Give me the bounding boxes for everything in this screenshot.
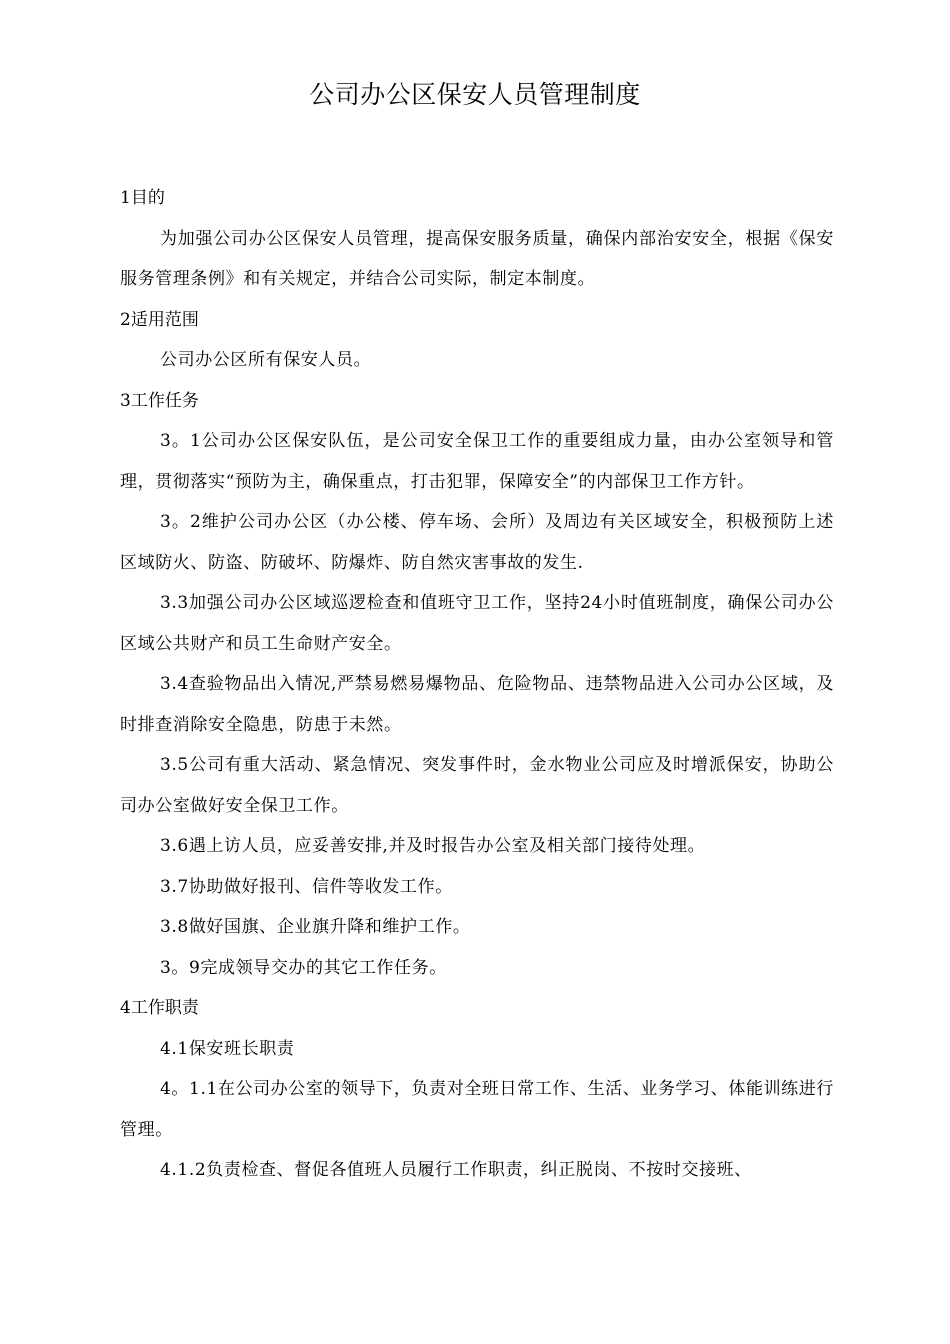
document-title: 公司办公区保安人员管理制度 bbox=[309, 80, 641, 109]
list-item: 3.5公司有重大活动、紧急情况、突发事件时，金水物业公司应及时增派保安，协助公司办公室做好安全保卫工作。 bbox=[120, 755, 834, 816]
section-heading: 2适用范围 bbox=[120, 309, 199, 330]
section-heading: 4工作职责 bbox=[120, 998, 199, 1018]
paragraph: 为加强公司办公区保安人员管理，提高保安服务质量，确保内部治安安全，根据《保安服务管理条例》和有关规定，并结合公司实际，制定本制度。 bbox=[120, 228, 834, 289]
list-item: 3.7协助做好报刊、信件等收发工作。 bbox=[160, 876, 453, 897]
list-item: 3.4查验物品出入情况,严禁易燃易爆物品、危险物品、违禁物品进入公司办公区域，及时排查消除安全隐患，防患于未然。 bbox=[120, 674, 834, 735]
list-item: 4。1.1在公司办公室的领导下，负责对全班日常工作、生活、业务学习、体能训练进行管理。 bbox=[120, 1079, 834, 1140]
document-body bbox=[120, 178, 834, 1191]
list-item: 3.6遇上访人员，应妥善安排,并及时报告办公室及相关部门接待处理。 bbox=[160, 836, 706, 856]
section-heading: 1目的 bbox=[120, 188, 165, 208]
list-item: 4.1.2负责检查、督促各值班人员履行工作职责，纠正脱岗、不按时交接班、 bbox=[160, 1160, 752, 1180]
section-heading: 3工作任务 bbox=[120, 390, 199, 411]
subsection-heading: 4.1保安班长职责 bbox=[160, 1038, 295, 1059]
list-item: 3。9完成领导交办的其它工作任务。 bbox=[160, 957, 447, 978]
list-item: 3.3加强公司办公区域巡逻检查和值班守卫工作，坚持24小时值班制度，确保公司办公区域公共财产和员工生命财产安全。 bbox=[120, 593, 834, 654]
paragraph: 公司办公区所有保安人员。 bbox=[160, 350, 372, 370]
list-item: 3。2维护公司办公区（办公楼、停车场、会所）及周边有关区域安全，积极预防上述区域防火、防盗、防破坏、防爆炸、防自然灾害事故的发生. bbox=[120, 512, 834, 573]
list-item: 3.8做好国旗、企业旗升降和维护工作。 bbox=[160, 917, 471, 937]
list-item: 3。1公司办公区保安队伍，是公司安全保卫工作的重要组成力量，由办公室领导和管理，贯彻落实“预防为主，确保重点，打击犯罪，保障安全”的内部保卫工作方针。 bbox=[120, 431, 834, 492]
